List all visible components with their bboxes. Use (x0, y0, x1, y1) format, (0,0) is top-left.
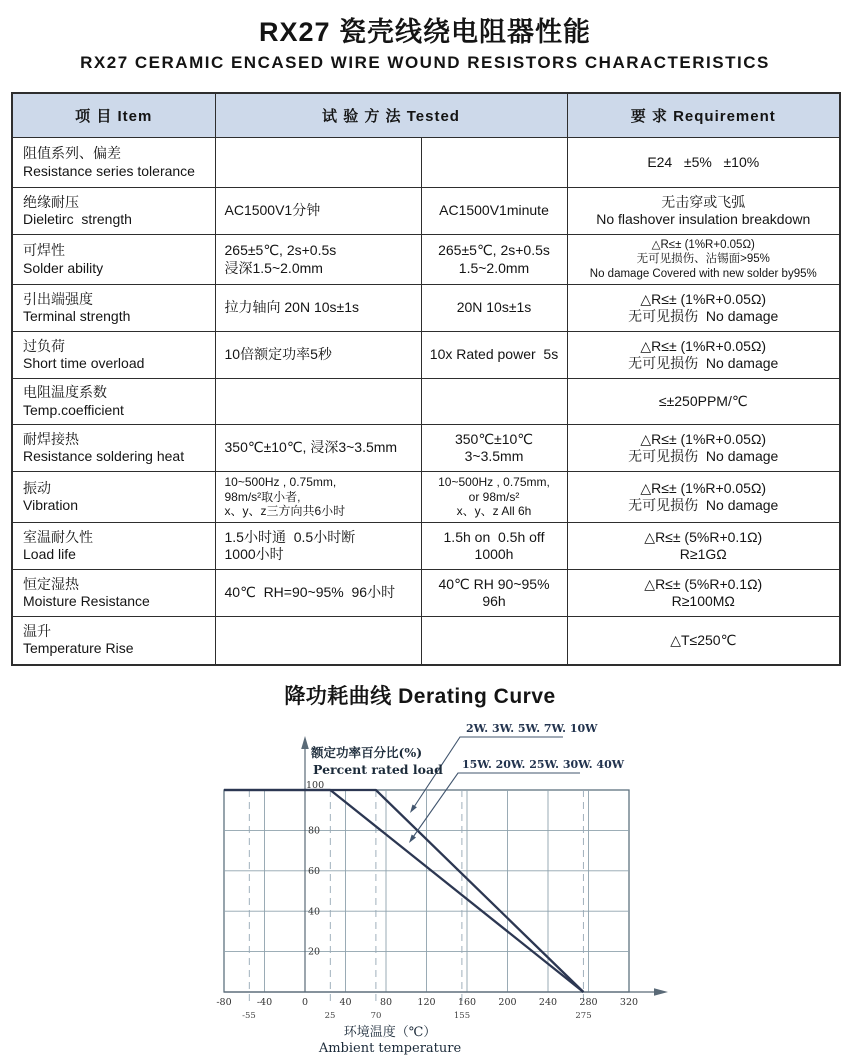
item-cn: 恒定湿热 (23, 575, 79, 592)
item-cn: 可焊性 (23, 242, 65, 259)
method-cn-cell (215, 138, 421, 188)
requirement-cell (567, 332, 840, 379)
requirement-cell (567, 570, 840, 617)
vertical-gridlines (265, 790, 589, 992)
method-cn-line: AC1500V1分钟 (224, 202, 321, 219)
item-cell (12, 570, 215, 617)
item-cell (12, 235, 215, 285)
req-line: No flashover insulation breakdown (596, 211, 811, 227)
x-axis-arrow-icon (654, 988, 668, 995)
method-en-cell (421, 523, 567, 570)
method-en-cell (421, 617, 567, 665)
method-cn-cell (215, 425, 421, 472)
y-tick-label: 80 (308, 825, 321, 837)
method-en-line: 96h (482, 593, 506, 609)
y-tick-label: 20 (308, 946, 321, 958)
req-line: 无可见损伤 No damage (628, 355, 779, 372)
x-tick-labels (216, 997, 638, 1008)
method-en-line: 10x Rated power 5s (429, 346, 559, 363)
method-cn-line: 1.5小时通 0.5小时断 (224, 528, 356, 545)
table-row (12, 617, 840, 665)
x-tick-label: 120 (417, 997, 436, 1008)
x-axis-label-cn: 环境温度（℃） (343, 1025, 437, 1040)
x-reference-labels (242, 1011, 591, 1021)
y-tick-label: 100 (306, 780, 325, 791)
x-tick-label: 280 (579, 997, 598, 1008)
method-en-cell (421, 472, 567, 523)
method-en-line: AC1500V1minute (439, 202, 549, 219)
req-line: ≤±250PPM/℃ (658, 392, 748, 409)
table-row (12, 285, 840, 332)
legend-low-label: 2W. 3W. 5W. 7W. 10W (466, 722, 598, 735)
method-en-cell (421, 188, 567, 235)
method-cn-cell (215, 285, 421, 332)
x-tick-label: 80 (379, 997, 393, 1008)
reference-dashed-lines (249, 790, 583, 1002)
method-cn-line: 265±5℃, 2s+0.5s (224, 242, 337, 259)
req-line: △R≤± (5%R+0.1Ω) (644, 528, 763, 545)
header-item: 项 目 Item (12, 93, 215, 138)
method-en-line: 1.5h on 0.5h off (443, 528, 545, 545)
y-axis-arrow-icon (301, 736, 309, 749)
method-cn-cell (215, 235, 421, 285)
x-tick-label: 0 (301, 997, 309, 1008)
req-line: 无可见损伤 No damage (628, 448, 779, 465)
leader-arrow-icon (410, 805, 417, 814)
method-cn-line: 10倍额定功率5秒 (224, 346, 332, 363)
requirement-cell (567, 138, 840, 188)
item-en: Temperature Rise (23, 640, 134, 657)
method-en-line: x、y、z All 6h (456, 504, 532, 519)
requirement-cell (567, 472, 840, 523)
method-en-cell (421, 570, 567, 617)
requirement-cell (567, 285, 840, 332)
item-en: Load life (23, 546, 76, 562)
y-axis-label-cn: 额定功率百分比(%) (311, 745, 423, 760)
method-cn-cell (215, 617, 421, 665)
item-cell (12, 523, 215, 570)
method-en-cell (421, 379, 567, 425)
y-tick-labels (306, 780, 324, 958)
item-en: Vibration (23, 497, 79, 514)
method-en-line: 265±5℃, 2s+0.5s (438, 242, 550, 259)
requirement-cell (567, 425, 840, 472)
req-line: R≥100MΩ (671, 593, 735, 609)
item-cn: 温升 (23, 622, 51, 639)
table-row (12, 379, 840, 425)
table-row (12, 332, 840, 379)
item-en: Solder ability (23, 259, 104, 276)
method-en-cell (421, 332, 567, 379)
method-en-line: 1.5~2.0mm (458, 259, 530, 276)
item-cn: 电阻温度系数 (23, 384, 107, 401)
item-en: Dieletirc strength (23, 211, 132, 227)
x-tick-label: 320 (619, 997, 639, 1008)
method-en-line: 1000h (474, 546, 514, 562)
table-row (12, 235, 840, 285)
x-tick-label: 240 (538, 997, 558, 1008)
req-line: No damage Covered with new solder by95% (589, 267, 817, 280)
method-en-line: or 98m/s² (468, 489, 520, 504)
item-cn: 振动 (23, 479, 51, 496)
method-cn-cell (215, 188, 421, 235)
requirement-cell (567, 379, 840, 425)
method-en-cell (421, 425, 567, 472)
method-cn-line: x、y、z三方向共6小时 (224, 504, 346, 519)
requirement-cell (567, 523, 840, 570)
item-en: Resistance soldering heat (23, 448, 185, 465)
item-cell (12, 188, 215, 235)
item-en: Moisture Resistance (23, 593, 150, 609)
table-row (12, 188, 840, 235)
curve-low-wattage (224, 790, 583, 992)
item-en: Temp.coefficient (23, 401, 124, 418)
req-line: 无击穿或飞弧 (661, 193, 746, 210)
leader-arrow-icon (409, 835, 416, 844)
method-cn-line: 浸深1.5~2.0mm (224, 259, 323, 276)
x-tick-label: 160 (457, 997, 477, 1008)
item-cell (12, 425, 215, 472)
req-line: △R≤± (5%R+0.1Ω) (644, 575, 763, 592)
item-cn: 室温耐久性 (23, 528, 93, 545)
y-axis-label-en: Percent rated load (313, 762, 443, 777)
method-cn-cell (215, 379, 421, 425)
header-requirement: 要 求 Requirement (567, 93, 840, 138)
req-line: △R≤± (1%R+0.05Ω) (640, 290, 767, 307)
req-line: △R≤± (1%R+0.05Ω) (640, 479, 767, 496)
method-en-line: 10~500Hz , 0.75mm, (438, 475, 550, 490)
table-row (12, 523, 840, 570)
x-tick-label: -80 (216, 997, 232, 1008)
item-cell (12, 138, 215, 188)
method-cn-cell (215, 523, 421, 570)
method-cn-cell (215, 332, 421, 379)
x-ref-label: 275 (575, 1011, 592, 1021)
item-en: Resistance series tolerance (23, 162, 195, 179)
method-en-cell (421, 285, 567, 332)
x-ref-label: 25 (324, 1011, 336, 1021)
chart-title: 降功耗曲线 Derating Curve (284, 685, 556, 708)
method-cn-line: 拉力轴向 20N 10s±1s (224, 299, 360, 316)
item-cn: 过负荷 (23, 337, 65, 354)
y-tick-label: 40 (308, 906, 321, 918)
method-cn-cell (215, 570, 421, 617)
curve-high-wattage (224, 790, 583, 992)
item-cn: 引出端强度 (23, 290, 93, 307)
x-tick-label: -40 (256, 997, 273, 1008)
requirement-cell (567, 617, 840, 665)
table-row (12, 138, 840, 188)
characteristics-table (11, 92, 841, 666)
req-line: △T≤250℃ (670, 631, 737, 648)
method-en-line: 3~3.5mm (464, 448, 524, 465)
req-line: △R≤± (1%R+0.05Ω) (640, 430, 767, 447)
x-tick-label: 200 (498, 997, 517, 1008)
page-subtitle: RX27 CERAMIC ENCASED WIRE WOUND RESISTORS CHARACTERISTICS (80, 53, 770, 72)
method-en-line: 350℃±10℃ (454, 430, 534, 447)
x-ref-label: 155 (453, 1011, 471, 1021)
method-en-cell (421, 138, 567, 188)
table-row (12, 570, 840, 617)
req-line: △R≤± (1%R+0.05Ω) (651, 239, 755, 251)
method-en-line: 40℃ RH 90~95% (438, 575, 550, 592)
table-row (12, 425, 840, 472)
req-line: 无可见损伤、沾锡面>95% (636, 253, 770, 266)
req-line: 无可见损伤 No damage (628, 308, 779, 325)
item-cn: 阻值系列、偏差 (23, 145, 121, 162)
requirement-cell (567, 235, 840, 285)
x-axis-label-en: Ambient temperature (318, 1041, 462, 1056)
item-en: Short time overload (23, 355, 145, 372)
x-tick-label: 40 (339, 997, 352, 1008)
item-cell (12, 285, 215, 332)
item-cn: 耐焊接热 (23, 430, 79, 447)
item-cell (12, 472, 215, 523)
item-cell (12, 332, 215, 379)
method-cn-cell (215, 472, 421, 523)
req-line: △R≤± (1%R+0.05Ω) (640, 337, 767, 354)
item-cn: 绝缘耐压 (23, 193, 79, 210)
item-cell (12, 379, 215, 425)
table-row (12, 472, 840, 523)
page-title: RX27 瓷壳线绕电阻器性能 (258, 17, 592, 47)
method-cn-line: 40℃ RH=90~95% 96小时 (224, 584, 396, 601)
method-en-line: 20N 10s±1s (456, 299, 532, 316)
method-cn-line: 98m/s²取小者, (224, 489, 301, 504)
req-line: E24 ±5% ±10% (647, 153, 760, 170)
legend-high-label: 15W. 20W. 25W. 30W. 40W (462, 758, 625, 771)
item-cell (12, 617, 215, 665)
derating-curve-chart (0, 710, 850, 1060)
table-header-row (12, 93, 840, 138)
method-cn-line: 350℃±10℃, 浸深3~3.5mm (224, 439, 398, 456)
x-ref-label: -55 (242, 1011, 256, 1021)
method-en-cell (421, 235, 567, 285)
method-cn-line: 10~500Hz , 0.75mm, (224, 475, 337, 490)
req-line: R≥1GΩ (679, 546, 727, 562)
y-tick-label: 60 (308, 866, 321, 877)
item-en: Terminal strength (23, 308, 131, 325)
header-tested: 试 验 方 法 Tested (215, 93, 567, 138)
method-cn-line: 1000小时 (224, 546, 284, 562)
x-ref-label: 70 (370, 1011, 382, 1021)
req-line: 无可见损伤 No damage (628, 497, 779, 514)
requirement-cell (567, 188, 840, 235)
